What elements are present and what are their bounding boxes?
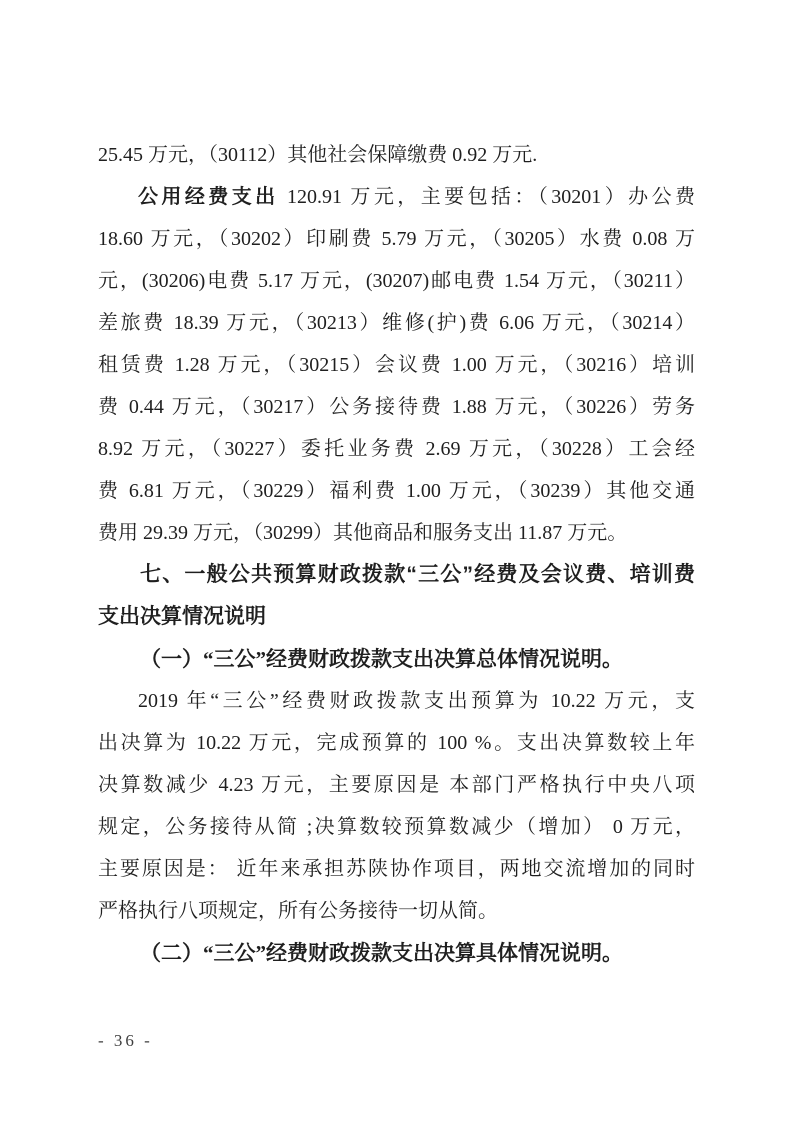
text-line: （一）“三公”经费财政拨款支出决算总体情况说明。 bbox=[140, 647, 623, 671]
text-line: 租赁费 1.28 万元，（30215）会议费 1.00 万元，（30216）培训 bbox=[98, 354, 695, 376]
text-line: 决算数减少 4.23 万元，主要原因是 本部门严格执行中央八项 bbox=[98, 774, 695, 796]
bold-run: 公用经费支出 bbox=[138, 186, 279, 208]
text-line: 公用经费支出 120.91 万元，主要包括：（30201）办公费 bbox=[138, 186, 695, 208]
page-number: - 36 - bbox=[98, 1031, 153, 1050]
text-line: 出决算为 10.22 万元，完成预算的 100 %。支出决算数较上年 bbox=[98, 732, 695, 754]
text-line: 支出决算情况说明 bbox=[98, 605, 266, 628]
text-line: 元，(30206)电费 5.17 万元，(30207)邮电费 1.54 万元，（30211） bbox=[98, 270, 695, 292]
text-line: 18.60 万元，（30202）印刷费 5.79 万元，（30205）水费 0.08 万 bbox=[98, 228, 695, 250]
text-line: 2019 年“三公”经费财政拨款支出预算为 10.22 万元，支 bbox=[138, 690, 695, 712]
text-line: 严格执行八项规定，所有公务接待一切从简。 bbox=[98, 900, 498, 922]
text-line: 25.45 万元，（30112）其他社会保障缴费 0.92 万元. bbox=[98, 144, 538, 166]
text-line: 差旅费 18.39 万元，（30213）维修(护)费 6.06 万元，（30214） bbox=[98, 312, 695, 334]
document-body bbox=[98, 134, 695, 974]
text-line: 规定，公务接待从简 ;决算数较预算数减少（增加） 0 万元， bbox=[98, 816, 695, 838]
text-line: 8.92 万元，（30227）委托业务费 2.69 万元，（30228）工会经 bbox=[98, 438, 695, 460]
text-line: 费 6.81 万元，（30229）福利费 1.00 万元，（30239）其他交通 bbox=[98, 480, 695, 502]
text-line: 费用 29.39 万元，（30299）其他商品和服务支出 11.87 万元。 bbox=[98, 522, 628, 544]
text-line: 七、一般公共预算财政拨款“三公”经费及会议费、培训费 bbox=[140, 563, 695, 586]
text-line: 费 0.44 万元，（30217）公务接待费 1.88 万元，（30226）劳务 bbox=[98, 396, 695, 418]
text-line: 主要原因是： 近年来承担苏陕协作项目，两地交流增加的同时 bbox=[98, 858, 695, 880]
text-line: （二）“三公”经费财政拨款支出决算具体情况说明。 bbox=[140, 941, 623, 965]
